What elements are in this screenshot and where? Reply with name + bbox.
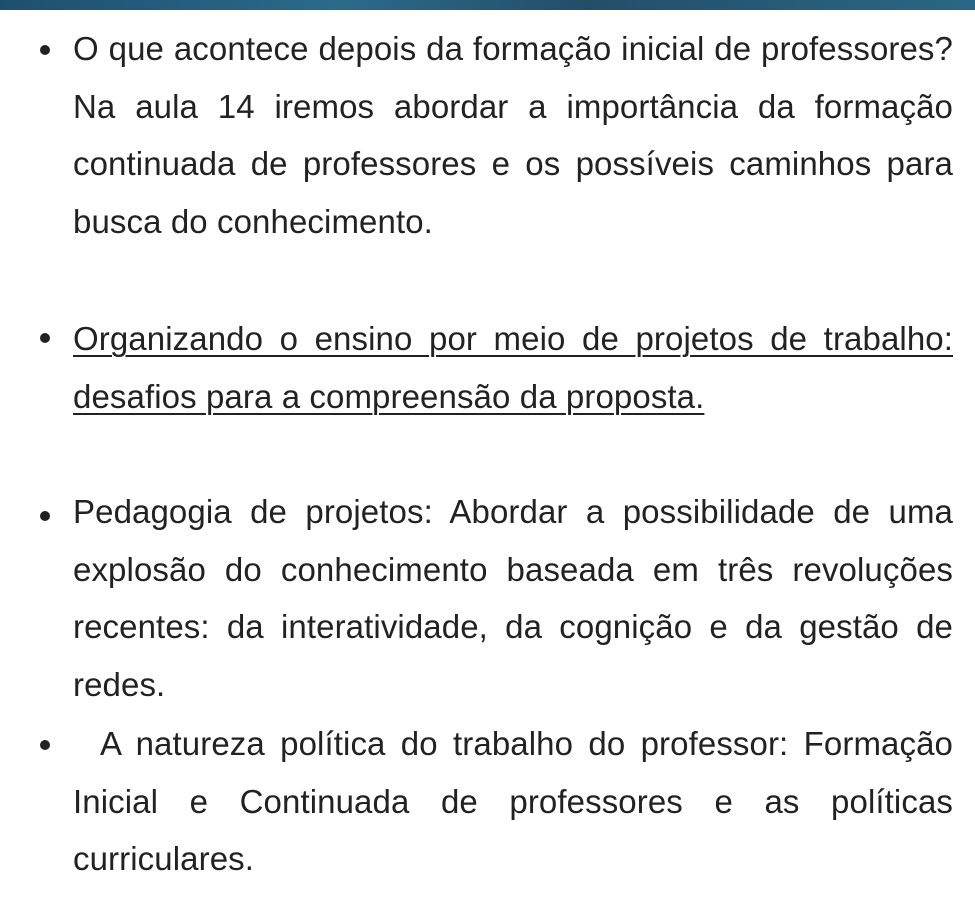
list-item-link-text[interactable]: Organizando o ensino por meio de projetos de trabalho: desafios para a compreensão da proposta.	[73, 320, 953, 415]
bullet-icon	[40, 333, 50, 343]
list-item-text: O que acontece depois da formação inicial de professores? Na aula 14 iremos abordar a importância da formação continuada de professores e os possíveis caminhos para busca do conhecimento.	[73, 30, 953, 240]
bullet-icon	[40, 740, 50, 750]
top-banner-strip	[0, 0, 975, 10]
bullet-icon	[40, 45, 50, 55]
list-item-text: A natureza política do trabalho do professor: Formação Inicial e Continuada de professores e as políticas curriculares.	[73, 725, 953, 877]
list-item-text: Pedagogia de projetos: Abordar a possibilidade de uma explosão do conhecimento baseada em três revoluções recentes: da interatividade, da cognição e da gestão de redes.	[73, 493, 953, 703]
bullet-icon	[40, 511, 50, 521]
bullet-list-document	[0, 10, 975, 913]
